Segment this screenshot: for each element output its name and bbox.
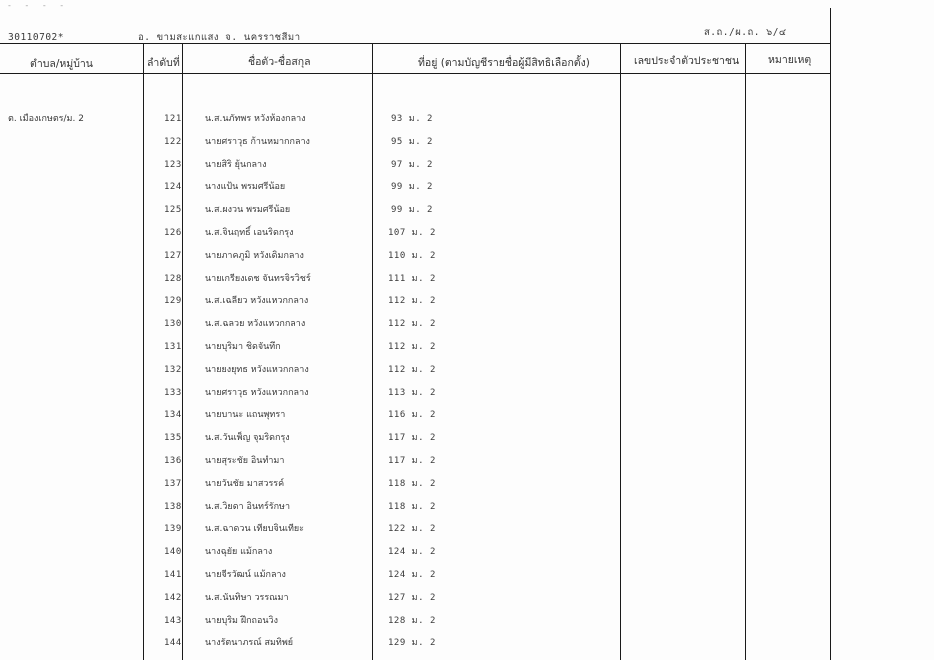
row-voter-name: นายจีรวัฒน์ แม้กลาง [205, 570, 286, 580]
row-address: 113 ม. 2 [388, 388, 436, 398]
row-order-number: 131 [164, 342, 182, 352]
row-voter-name: นายบุริม ฝึกถอนวิง [205, 616, 278, 626]
scan-artifact: - - - - [8, 1, 70, 10]
row-order-number: 122 [164, 137, 182, 147]
row-order-number: 135 [164, 433, 182, 443]
row-address: 127 ม. 2 [388, 593, 436, 603]
row-order-number: 140 [164, 547, 182, 557]
col-header-remark: หมายเหตุ [768, 54, 812, 66]
row-voter-name: น.ส.วันเพ็ญ จุมริดกรุง [205, 433, 290, 443]
row-address: 112 ม. 2 [388, 319, 436, 329]
row-voter-name: น.ส.วิยดา อินทร์รักษา [205, 502, 291, 512]
row-voter-name: นายวันชัย มาสวรรค์ [205, 479, 285, 489]
col-divider-2 [182, 43, 183, 660]
document-form-code: ส.ถ./ผ.ถ. ๖/๔ [704, 27, 787, 38]
row-address: 93 ม. 2 [391, 114, 433, 124]
row-order-number: 138 [164, 502, 182, 512]
row-order-number: 124 [164, 182, 182, 192]
col-divider-1 [143, 43, 144, 660]
row-voter-name: น.ส.จินฤทธิ์ เอนริดกรุง [205, 228, 294, 238]
row-address: 99 ม. 2 [391, 182, 433, 192]
row-address: 122 ม. 2 [388, 524, 436, 534]
row-voter-name: นายศราวุธ หวังแหวกกลาง [205, 388, 309, 398]
col-header-id-number: เลขประจำตัวประชาชน [634, 55, 740, 67]
row-order-number: 126 [164, 228, 182, 238]
row-voter-name: นายสุระชัย อินทำมา [205, 456, 285, 466]
document-code: 30110702* [8, 32, 64, 43]
row-address: 111 ม. 2 [388, 274, 436, 284]
row-order-number: 142 [164, 593, 182, 603]
row-order-number: 127 [164, 251, 182, 261]
row-address: 124 ม. 2 [388, 570, 436, 580]
row-address: 116 ม. 2 [388, 410, 436, 420]
row-voter-name: น.ส.ฉลวย หวังแหวกกลาง [205, 319, 306, 329]
row-voter-name: นายสิริ ยุ้นกลาง [205, 160, 267, 170]
row-order-number: 136 [164, 456, 182, 466]
row-address: 128 ม. 2 [388, 616, 436, 626]
col-header-name: ชื่อตัว-ชื่อสกุล [248, 56, 311, 68]
row-address: 129 ม. 2 [388, 638, 436, 648]
row-address: 117 ม. 2 [388, 433, 436, 443]
subdistrict-label: ต. เมืองเกษตร/ม. 2 [8, 114, 84, 124]
row-voter-name: น.ส.ผงวน พรมศรีน้อย [205, 205, 291, 215]
row-order-number: 121 [164, 114, 182, 124]
row-voter-name: นายบุริมา ชิดจันทึก [205, 342, 281, 352]
row-voter-name: น.ส.นันทิษา วรรณมา [205, 593, 289, 603]
row-order-number: 128 [164, 274, 182, 284]
row-address: 118 ม. 2 [388, 502, 436, 512]
row-voter-name: นายภาคภูมิ หวังเดิมกลาง [205, 251, 304, 261]
row-voter-name: น.ส.นภัทพร หวังห้องกลาง [205, 114, 306, 124]
col-divider-5 [745, 43, 746, 660]
row-order-number: 125 [164, 205, 182, 215]
col-header-address: ที่อยู่ (ตามบัญชีรายชื่อผู้มีสิทธิเลือกตั้ง) [418, 57, 590, 69]
row-order-number: 132 [164, 365, 182, 375]
row-voter-name: นางรัตนาภรณ์ สมทิพย์ [205, 638, 294, 648]
row-address: 107 ม. 2 [388, 228, 436, 238]
document-location: อ. ขามสะแกแสง จ. นครราชสีมา [138, 32, 301, 43]
row-voter-name: น.ส.เฉลียว หวังแหวกกลาง [205, 296, 309, 306]
row-voter-name: นายเกรียงเดช จันทรจิรวิชร์ [205, 274, 311, 284]
row-order-number: 123 [164, 160, 182, 170]
row-order-number: 143 [164, 616, 182, 626]
row-voter-name: นายยงยุทธ หวังแหวกกลาง [205, 365, 309, 375]
row-address: 124 ม. 2 [388, 547, 436, 557]
row-order-number: 137 [164, 479, 182, 489]
row-order-number: 133 [164, 388, 182, 398]
row-voter-name: นายศราวุธ ก้านหมากกลาง [205, 137, 310, 147]
row-voter-name: นางแป้น พรมศรีน้อย [205, 182, 286, 192]
row-address: 95 ม. 2 [391, 137, 433, 147]
row-address: 112 ม. 2 [388, 296, 436, 306]
row-voter-name: นายบานะ แถนพุทรา [205, 410, 286, 420]
row-address: 112 ม. 2 [388, 342, 436, 352]
row-address: 118 ม. 2 [388, 479, 436, 489]
row-voter-name: น.ส.ฉาดวน เทียบจินเทียะ [205, 524, 304, 534]
row-order-number: 129 [164, 296, 182, 306]
row-address: 99 ม. 2 [391, 205, 433, 215]
row-voter-name: นางฉุยัย แม้กลาง [205, 547, 273, 557]
col-header-order: ลำดับที่ [147, 57, 180, 69]
col-divider-3 [372, 43, 373, 660]
row-order-number: 141 [164, 570, 182, 580]
row-address: 97 ม. 2 [391, 160, 433, 170]
col-header-subdistrict: ตำบล/หมู่บ้าน [30, 58, 93, 70]
row-order-number: 139 [164, 524, 182, 534]
table-top-border [0, 43, 831, 44]
row-address: 112 ม. 2 [388, 365, 436, 375]
right-page-border [830, 8, 831, 660]
row-order-number: 134 [164, 410, 182, 420]
header-bottom-border [0, 73, 831, 74]
row-order-number: 144 [164, 638, 182, 648]
row-order-number: 130 [164, 319, 182, 329]
row-address: 117 ม. 2 [388, 456, 436, 466]
row-address: 110 ม. 2 [388, 251, 436, 261]
col-divider-4 [620, 43, 621, 660]
